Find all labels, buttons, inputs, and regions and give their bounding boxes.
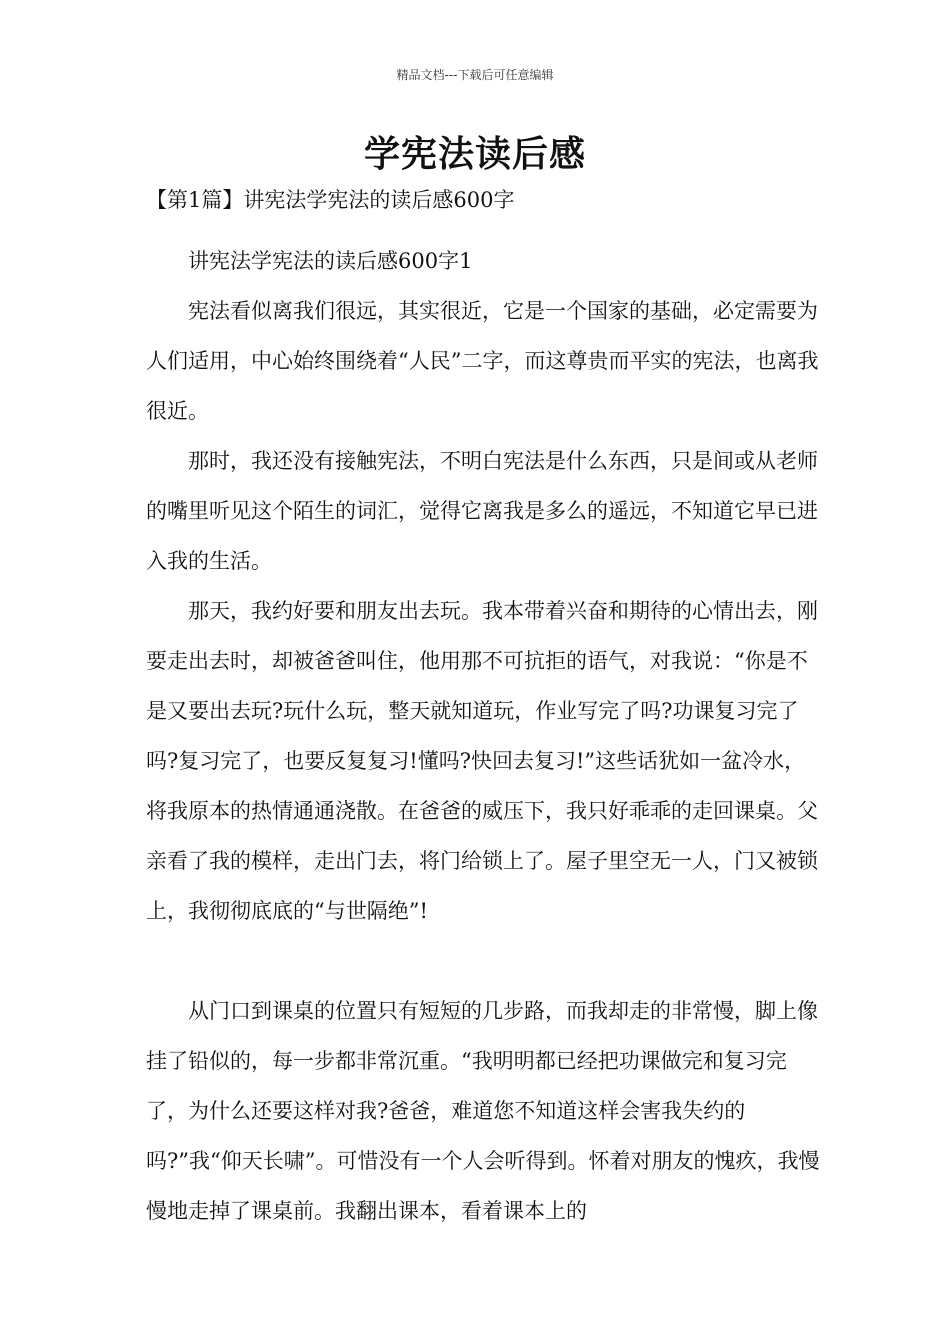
paragraph-4: 从门口到课桌的位置只有短短的几步路，而我却走的非常慢，脚上像挂了铅似的，每一步都非常沉重。“我明明都已经把功课做完和复习完了，为什么还要这样对我?爸爸，难道您不知道这样会害我失约的吗?”我“仰天长啸”。可惜没有一个人会听得到。怀着对朋友的愧疚，我慢慢地走掉了课桌前。我翻出课本，看着课本上的 bbox=[146, 999, 820, 1223]
page-header: 精品文档---下载后可任意编辑 bbox=[396, 68, 554, 82]
document-title: 学宪法读后感 bbox=[363, 134, 586, 175]
paragraph-spacer bbox=[146, 936, 826, 986]
paragraph-2: 那时，我还没有接触宪法，不明白宪法是什么东西，只是间或从老师的嘴里听见这个陌生的词汇，觉得它离我是多么的遥远，不知道它早已进入我的生活。 bbox=[146, 449, 818, 573]
subtitle: 讲宪法学宪法的读后感600字1 bbox=[188, 249, 473, 273]
section-heading: 【第1篇】讲宪法学宪法的读后感600字 bbox=[146, 188, 515, 212]
paragraph-1: 宪法看似离我们很远，其实很近，它是一个国家的基础，必定需要为人们适用，中心始终围绕着“人民”二字，而这尊贵而平实的宪法，也离我很近。 bbox=[146, 299, 819, 423]
paragraph-3: 那天，我约好要和朋友出去玩。我本带着兴奋和期待的心情出去，刚要走出去时，却被爸爸叫住，他用那不可抗拒的语气，对我说：“你是不是又要出去玩?玩什么玩，整天就知道玩，作业写完了吗?功课复习完了吗?复习完了，也要反复复习!懂吗?快回去复习!”这些话犹如一盆冷水，将我原本的热情通通浇散。在爸爸的威压下，我只好乖乖的走回课桌。父亲看了我的模样，走出门去，将门给锁上了。屋子里空无一人，门又被锁上，我彻彻底底的“与世隔绝”! bbox=[146, 599, 818, 923]
document-body bbox=[146, 182, 826, 1236]
